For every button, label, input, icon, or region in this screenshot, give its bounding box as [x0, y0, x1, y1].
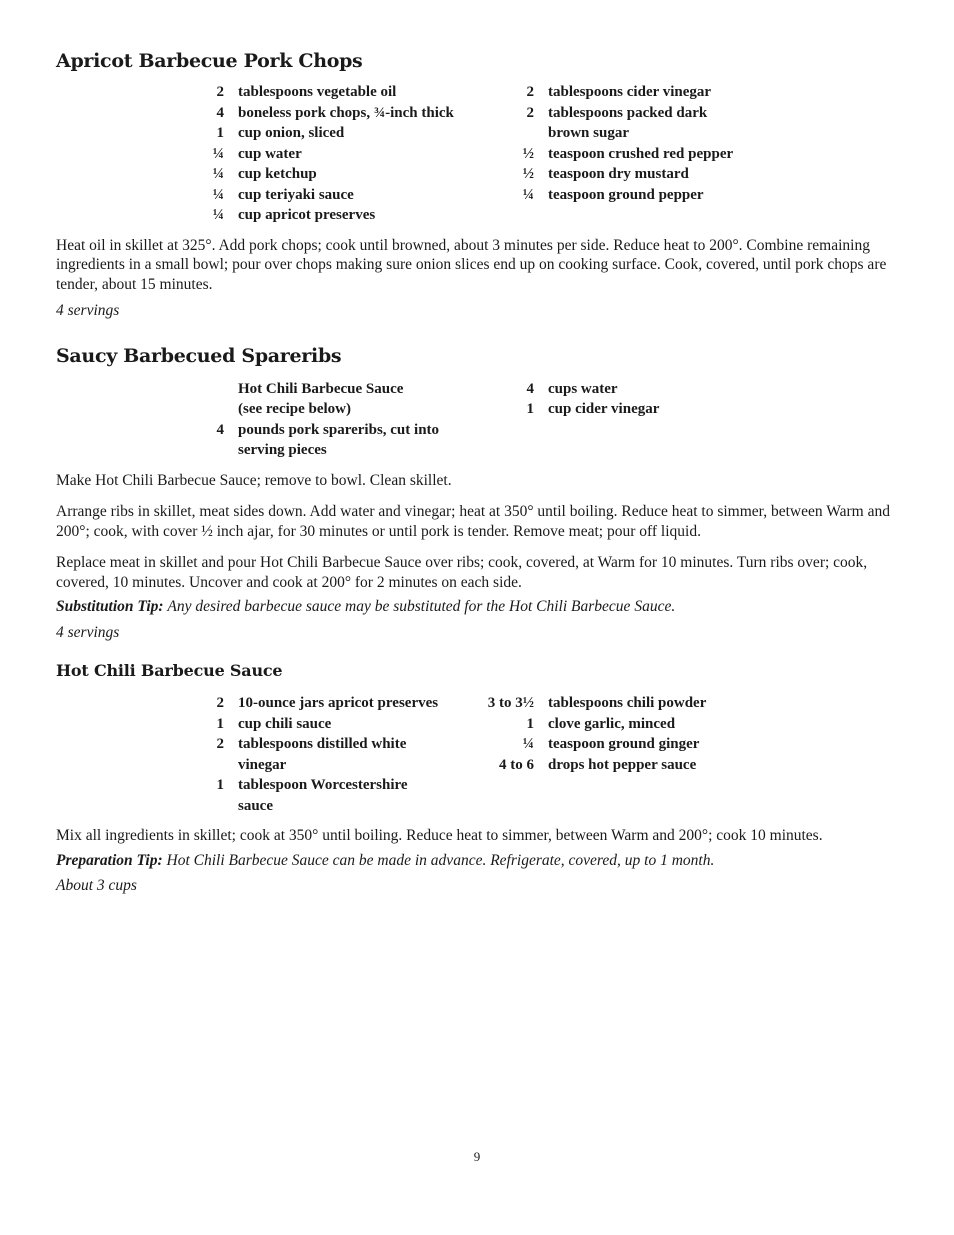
- ingredient: [206, 103, 516, 124]
- ingredient-list: [206, 693, 898, 816]
- ingredient-qty: 2: [216, 736, 224, 752]
- ingredient: [206, 144, 516, 165]
- ingredient-item: boneless pork chops, ¾-inch thick: [238, 104, 454, 121]
- ingredient-item: tablespoons chili powder: [548, 695, 707, 711]
- ingredient-item: cups water: [548, 380, 618, 397]
- recipe-hot-chili-sauce: [56, 661, 898, 896]
- ingredient-item: teaspoon ground pepper: [548, 186, 704, 203]
- ingredient: [206, 734, 516, 775]
- ingredient-qty: 4: [526, 380, 534, 397]
- ingredient-list: [206, 82, 898, 226]
- ingredient-qty: [206, 379, 238, 420]
- ingredient-qty: ½: [522, 166, 534, 182]
- recipe-directions: Arrange ribs in skillet, meat sides down. Add water and vinegar; heat at 350° until boiling. Reduce heat to simmer, between Warm and 200°; cook, with cover ½ inch ajar, for 30 minutes or until pork is tender. Remove meat; pour off liquid.: [56, 503, 890, 540]
- ingredient: [516, 185, 806, 206]
- ingredient-item: cup onion, sliced: [238, 125, 345, 141]
- ingredient: [206, 185, 516, 206]
- ingredient: [474, 734, 764, 755]
- ingredient-qty: 4: [216, 104, 224, 121]
- recipe-title: Hot Chili Barbecue Sauce: [56, 661, 283, 680]
- ingredient-qty: 2: [526, 104, 534, 121]
- ingredient-qty: ¼: [212, 166, 224, 182]
- ingredient: [516, 164, 806, 185]
- ingredient-item: tablespoon Worcestershire sauce: [238, 777, 408, 814]
- ingredient-column-left: [206, 82, 516, 226]
- preparation-tip: [56, 851, 898, 871]
- ingredient-item: tablespoons packed dark brown sugar: [548, 104, 708, 141]
- ingredient-qty: 1: [526, 401, 534, 417]
- tip-label: Substitution Tip:: [56, 598, 164, 615]
- ingredient-qty: 1: [216, 777, 224, 793]
- recipe-directions: Mix all ingredients in skillet; cook at 350° until boiling. Reduce heat to simmer, between Warm and 200°; cook 10 minutes.: [56, 827, 823, 844]
- recipe-directions: Make Hot Chili Barbecue Sauce; remove to bowl. Clean skillet.: [56, 471, 452, 489]
- tip-label: Preparation Tip:: [56, 851, 163, 869]
- ingredient-column-left: [206, 379, 516, 461]
- ingredient-item: cup teriyaki sauce: [238, 186, 354, 203]
- ingredient-column-right: [516, 379, 806, 461]
- ingredient-qty: 3 to 3½: [487, 695, 534, 711]
- ingredient: [516, 103, 806, 144]
- ingredient: [516, 379, 806, 400]
- recipe-yield: 4 servings: [56, 302, 120, 319]
- substitution-tip: [56, 597, 898, 617]
- ingredient-qty: ½: [522, 145, 534, 162]
- ingredient-item: cup ketchup: [238, 166, 317, 182]
- ingredient-item: drops hot pepper sauce: [548, 756, 697, 773]
- ingredient: [474, 755, 764, 776]
- recipe-directions: Heat oil in skillet at 325°. Add pork chops; cook until browned, about 3 minutes per side. Reduce heat to 200°. Combine remaining ingredients in a small bowl; pour over chops making sure onion slices end up on cooking surface. Cook, covered, until pork chops are tender, about 15 minutes.: [56, 236, 887, 293]
- ingredient-item: cup chili sauce: [238, 715, 332, 732]
- ingredient: [516, 144, 806, 165]
- ingredient-qty: 1: [526, 715, 534, 732]
- ingredient-qty: ¼: [212, 186, 224, 203]
- ingredient-qty: 2: [216, 695, 224, 711]
- ingredient-item: Hot Chili Barbecue Sauce (see recipe below): [238, 380, 404, 417]
- ingredient-qty: 1: [216, 715, 224, 732]
- ingredient: [206, 164, 516, 185]
- ingredient-qty: 1: [216, 125, 224, 141]
- recipe-yield: About 3 cups: [56, 877, 137, 894]
- ingredient-item: tablespoons vegetable oil: [238, 84, 397, 100]
- ingredient-qty: ¼: [212, 145, 224, 162]
- recipe-apricot-pork-chops: [56, 50, 898, 321]
- recipe-yield: 4 servings: [56, 623, 120, 641]
- ingredient: [206, 82, 516, 103]
- page-number: 9: [473, 1149, 481, 1164]
- ingredient: [474, 714, 764, 735]
- ingredient-item: teaspoon ground ginger: [548, 736, 700, 752]
- ingredient: [206, 714, 516, 735]
- ingredient-item: tablespoons cider vinegar: [548, 84, 712, 100]
- ingredient-column-right: [474, 693, 764, 816]
- ingredient-item: cup apricot preserves: [238, 207, 376, 223]
- ingredient-list: [206, 379, 898, 461]
- ingredient: [206, 123, 516, 144]
- recipe-title: Saucy Barbecued Spareribs: [56, 344, 342, 367]
- ingredient-item: teaspoon crushed red pepper: [548, 145, 734, 162]
- ingredient-item: cup water: [238, 145, 302, 162]
- ingredient-item: teaspoon dry mustard: [548, 166, 689, 182]
- ingredient: [516, 399, 806, 420]
- ingredient-qty: 2: [526, 84, 534, 100]
- recipe-page: [56, 50, 898, 896]
- ingredient-item: cup cider vinegar: [548, 401, 660, 417]
- ingredient-qty: ¼: [212, 207, 224, 223]
- recipe-directions: Replace meat in skillet and pour Hot Chili Barbecue Sauce over ribs; cook, covered, at Warm for 10 minutes. Turn ribs over; cook, covered, 10 minutes. Uncover and cook at 200° for 2 minutes on each side.: [56, 554, 868, 591]
- ingredient-column-left: [206, 693, 516, 816]
- ingredient: [206, 205, 516, 226]
- ingredient: [206, 379, 516, 420]
- ingredient-item: 10-ounce jars apricot preserves: [238, 695, 439, 711]
- ingredient: [516, 82, 806, 103]
- ingredient: [206, 693, 516, 714]
- ingredient-column-right: [516, 82, 806, 226]
- ingredient: [206, 775, 516, 816]
- ingredient-qty: 2: [216, 84, 224, 100]
- recipe-title: Apricot Barbecue Pork Chops: [56, 50, 363, 72]
- ingredient: [206, 420, 516, 461]
- ingredient-qty: ¼: [522, 186, 534, 203]
- ingredient-item: pounds pork spareribs, cut into serving pieces: [238, 421, 440, 458]
- ingredient-item: clove garlic, minced: [548, 715, 676, 732]
- ingredient: [474, 693, 764, 714]
- ingredient-qty: ¼: [522, 736, 534, 752]
- tip-text: Hot Chili Barbecue Sauce can be made in advance. Refrigerate, covered, up to 1 month.: [166, 851, 715, 869]
- ingredient-item: tablespoons distilled white vinegar: [238, 736, 407, 773]
- ingredient-qty: 4 to 6: [499, 756, 534, 773]
- tip-text: Any desired barbecue sauce may be substituted for the Hot Chili Barbecue Sauce.: [167, 598, 676, 615]
- ingredient-qty: 4: [216, 421, 224, 438]
- recipe-spareribs: [56, 345, 898, 643]
